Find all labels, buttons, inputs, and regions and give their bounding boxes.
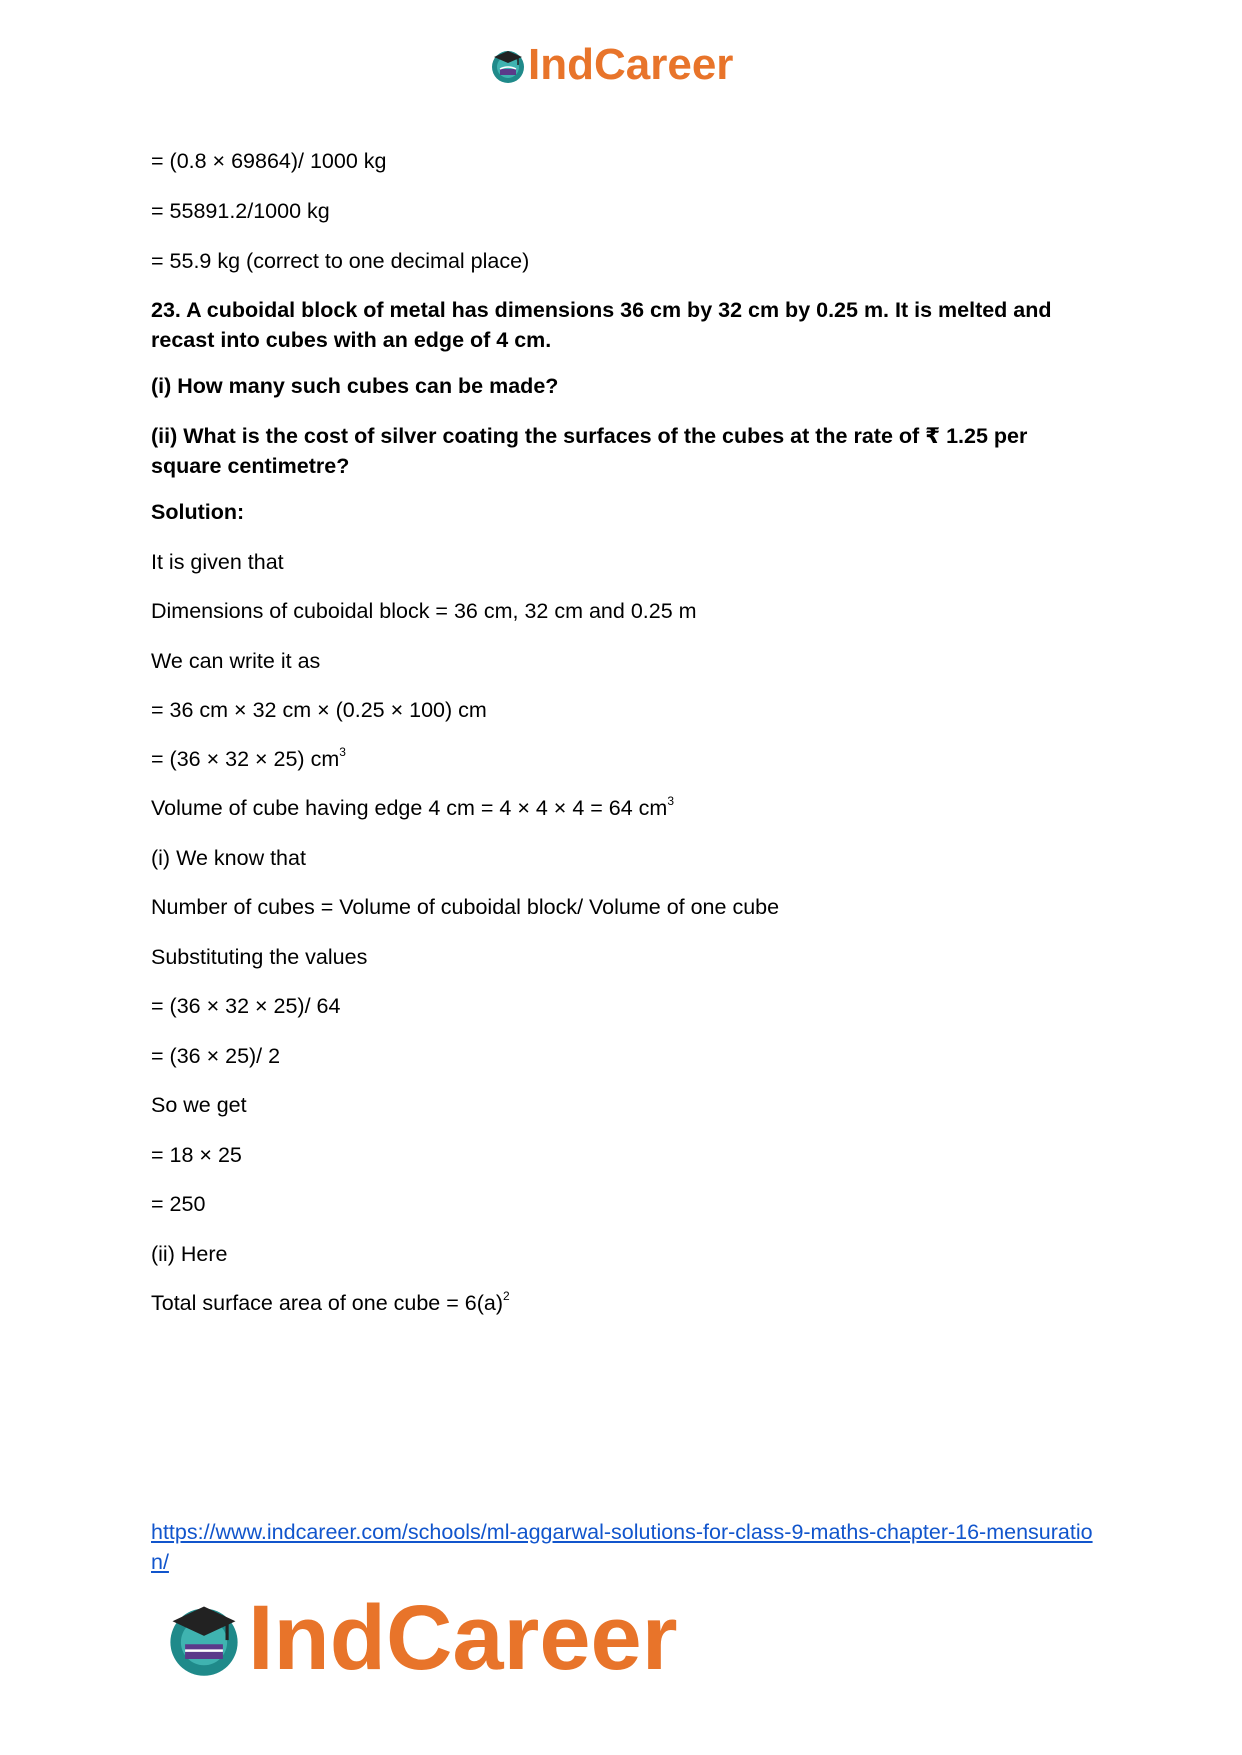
superscript: 2 [502, 1288, 510, 1303]
text-line: Dimensions of cuboidal block = 36 cm, 32 cm and 0.25 m [151, 599, 697, 623]
question-23: 23. A cuboidal block of metal has dimensions 36 cm by 32 cm by 0.25 m. It is melted and recast into cubes with an edge of 4 cm. [151, 298, 1052, 352]
header-logo-text: IndCareer [528, 40, 734, 89]
text-line: (ii) Here [151, 1242, 228, 1266]
text-line: Total surface area of one cube = $6(a)^2$ [151, 1288, 510, 1315]
text-line: = (36 × 32 × 25)/ 64 [151, 994, 341, 1018]
text-line: So we get [151, 1093, 247, 1117]
footer-logo [162, 1588, 678, 1688]
text-line: (i) We know that [151, 846, 306, 870]
question-part-i: (i) How many such cubes can be made? [151, 374, 559, 398]
text-line: It is given that [151, 550, 284, 574]
graduation-cap-globe-icon [488, 45, 528, 85]
text-line: = (36 × 32 × 25) $cm^3$ [151, 744, 346, 771]
text-line: Substituting the values [151, 945, 368, 969]
superscript: 3 [667, 793, 675, 808]
text-line: = 36 cm × 32 cm × (0.25 × 100) cm [151, 698, 487, 722]
question-part-ii: (ii) What is the cost of silver coating the surfaces of the cubes at the rate of ₹ 1.25 per square centimetre? [151, 424, 1028, 478]
text-line: = 55.9 kg (correct to one decimal place) [151, 249, 530, 273]
superscript: 3 [339, 744, 346, 759]
text-line: = 250 [151, 1192, 206, 1216]
text-line: Volume of cube having edge 4 cm = 4 × 4 × 4 = 64 $cm^3$ [151, 793, 675, 820]
text-line: Number of cubes = Volume of cuboidal block/ Volume of one cube [151, 895, 780, 919]
graduation-cap-globe-icon [162, 1596, 246, 1680]
source-link[interactable]: https://www.indcareer.com/schools/ml-aggarwal-solutions-for-class-9-maths-chapter-16-mensuration/ [151, 1520, 1093, 1574]
solution-heading: Solution: [151, 500, 245, 524]
text-line: = 55891.2/1000 kg [151, 199, 330, 223]
text-line: = (36 × 25)/ 2 [151, 1044, 281, 1068]
footer-logo-text: IndCareer [248, 1587, 678, 1689]
header-logo [488, 40, 733, 90]
text-line: = 18 × 25 [151, 1143, 242, 1167]
text-line: = (0.8 × 69864)/ 1000 kg [151, 149, 387, 173]
text-line: We can write it as [151, 649, 321, 673]
